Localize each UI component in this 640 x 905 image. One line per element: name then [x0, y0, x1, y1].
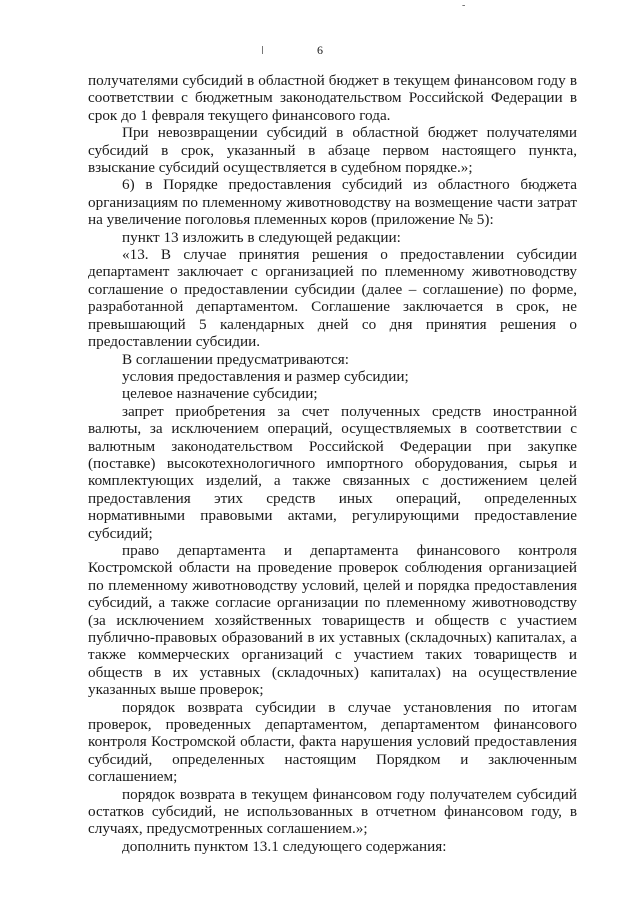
page-number: 6 — [317, 43, 323, 57]
paragraph-point-13: «13. В случае принятия решения о предоставлении субсидии департамент заключает с организацией по племенному животноводству соглашение о предоставлении субсидии (далее – соглашение) по форме, разработанной департаментом. Соглашение заключается в срок, не превышающий 5 календарных дней со дня принятия решения о предоставлении субсидии. — [88, 246, 577, 351]
list-item-purpose: целевое назначение субсидии; — [122, 385, 318, 403]
list-item-currency-ban: запрет приобретения за счет полученных средств иностранной валюты, за исключением операций, осуществляемых в соответствии с валютным законодательством Российской Федерации при закупке (поставке) высокотехнологичного импортного оборудования, сырья и комплектующих изделий, а также связанных с достижением целей предоставления этих средств иных операций, определенных нормативными правовыми актами, регулирующими предоставление субсидий; — [88, 402, 577, 542]
list-item-return-remainder: порядок возврата в текущем финансовом году получателем субсидий остатков субсидий, не использованных в отчетном финансовом году, в случаях, предусмотренных соглашением.»; — [88, 785, 577, 838]
paragraph-continuation: получателями субсидий в областной бюджет в текущем финансовом году в соответствии с бюджетным законодательством Российской Федерации в срок до 1 февраля текущего финансового года. — [88, 72, 577, 124]
list-item-conditions: условия предоставления и размер субсидии; — [122, 367, 409, 385]
paragraph-point-13-intro: пункт 13 изложить в следующей редакции: — [122, 228, 401, 246]
paragraph-agreement-provides: В соглашении предусматриваются: — [122, 350, 350, 368]
paragraph-non-return: При невозвращении субсидий в областной бюджет получателями субсидий в срок, указанный в абзаце первом настоящего пункта, взыскание субсидий осуществляется в судебном порядке.»; — [88, 124, 577, 177]
list-item-return-violation: порядок возврата субсидии в случае установления по итогам проверок, проведенных департаментом, департаментом финансового контроля Костромской области, факта нарушения условий предоставления субсидий, определенных настоящим Порядком и заключенным соглашением; — [88, 698, 577, 786]
list-item-inspection-right: право департамента и департамента финансового контроля Костромской области на проведение проверок соблюдения организацией по племенному животноводству условий, целей и порядка предоставления субсидий, а также согласие организации по племенному животноводству (за исключением хозяйственных товариществ и обществ с участием публично-правовых образований в их уставных (складочных) капиталах, а также коммерческих организаций с участием таких товариществ и обществ в их уставных (складочных) капиталах) на осуществление указанных выше проверок; — [88, 541, 577, 699]
paragraph-item-6: 6) в Порядке предоставления субсидий из областного бюджета организациям по племенному животноводству на возмещение части затрат на увеличение поголовья племенных коров (приложение № 5): — [88, 176, 577, 229]
scan-mark: - — [462, 0, 466, 11]
paragraph-add-point-13-1: дополнить пунктом 13.1 следующего содержания: — [122, 837, 447, 855]
document-body — [88, 72, 577, 855]
